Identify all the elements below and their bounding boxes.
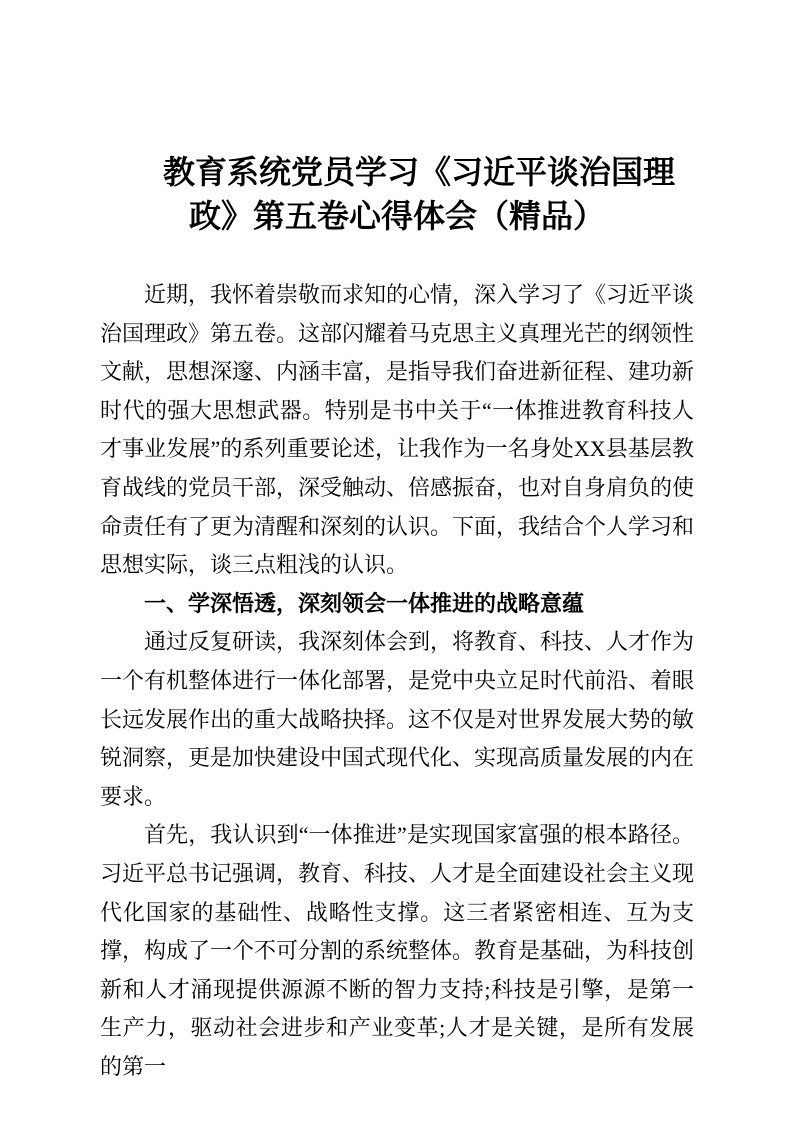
paragraph-intro: 近期，我怀着崇敬而求知的心情，深入学习了《习近平谈治国理政》第五卷。这部闪耀着马克思主义真理光芒的纲领性文献，思想深邃、内涵丰富，是指导我们奋进新征程、建功新时代的强大思想武器。特别是书中关于“一体推进教育科技人才事业发展”的系列重要论述，让我作为一名身处XX县基层教育战线的党员干部，深受触动、倍感振奋，也对自身肩负的使命责任有了更为清醒和深刻的认识。下面，我结合个人学习和思想实际，谈三点粗浅的认识。 (100, 282, 695, 578)
paragraph-section1-first-point: 首先，我认识到“一体推进”是实现国家富强的根本路径。习近平总书记强调，教育、科技、人才是全面建设社会主义现代化国家的基础性、战略性支撑。这三者紧密相连、互为支撑，构成了一个不可分割的系统整体。教育是基础，为科技创新和人才涌现提供源源不断的智力支持;科技是引擎，是第一生产力，驱动社会进步和产业变革;人才是关键，是所有发展的第一 (100, 822, 695, 1079)
document-title-line-1: 教育系统党员学习《习近平谈治国理 (162, 154, 675, 190)
paragraph-section1-overview: 通过反复研读，我深刻体会到，将教育、科技、人才作为一个有机整体进行一体化部署，是党中央立足时代前沿、着眼长远发展作出的重大战略抉择。这不仅是对世界发展大势的敏锐洞察，更是加快建设中国式现代化、实现高质量发展的内在要求。 (100, 629, 695, 809)
document-title-line-2: 政》第五卷心得体会（精品） (188, 198, 605, 234)
section-heading-1: 一、学深悟透，深刻领会一体推进的战略意蕴 (144, 590, 585, 616)
document-title (100, 150, 694, 238)
